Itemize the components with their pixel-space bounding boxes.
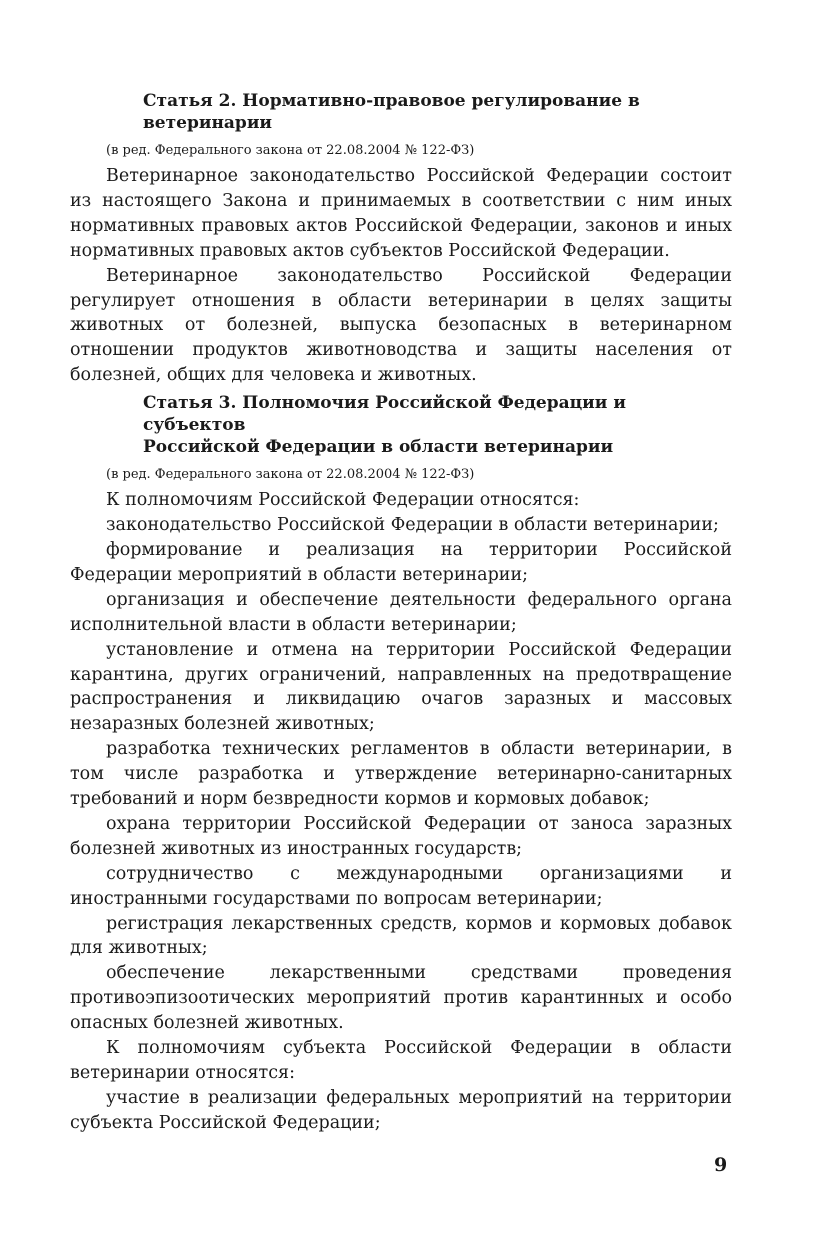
article-3-heading-line-2: Российской Федерации в области ветеринарии [143, 437, 614, 458]
article-2-paragraph: Ветеринарное законодательство Российской Федерации состоит из настоящего Закона и принимаемых в соответствии с ним иных нормативных правовых актов Российской Федерации, законов и иных нормативных правовых актов субъектов Российской Федерации. [70, 166, 732, 261]
article-3-heading [70, 392, 732, 458]
page-number: 9 [714, 1154, 728, 1176]
article-3-paragraph: формирование и реализация на территории Российской Федерации мероприятий в области ветеринарии; [70, 539, 732, 585]
article-3-paragraph: разработка технических регламентов в области ветеринарии, в том числе разработка и утверждение ветеринарно-санитарных требований и норм безвредности кормов и кормовых добавок; [70, 739, 732, 810]
article-3-paragraph: законодательство Российской Федерации в области ветеринарии; [106, 515, 719, 536]
article-3-paragraph: К полномочиям субъекта Российской Федерации в области ветеринарии относятся: [70, 1038, 732, 1083]
article-3-paragraph: регистрация лекарственных средств, кормов и кормовых добавок для животных; [70, 913, 732, 959]
article-3-paragraph: участие в реализации федеральных мероприятий на территории субъекта Российской Федерации; [70, 1087, 732, 1133]
article-3-paragraph: обеспечение лекарственными средствами проведения противоэпизоотических мероприятий против карантинных и особо опасных болезней животных. [70, 963, 732, 1034]
article-2-heading: Статья 2. Нормативно-правовое регулирование в ветеринарии [143, 91, 640, 133]
article-3-paragraph: сотрудничество с международными организациями и иностранными государствами по вопросам ветеринарии; [70, 863, 732, 909]
article-3-paragraph: К полномочиям Российской Федерации относятся: [106, 490, 580, 511]
page-body [70, 90, 732, 1136]
article-3-paragraph: организация и обеспечение деятельности федерального органа исполнительной власти в области ветеринарии; [70, 589, 732, 635]
article-2-paragraph: Ветеринарное законодательство Российской Федерации регулирует отношения в области ветеринарии в целях защиты животных от болезней, выпуска безопасных в ветеринарном отношении продуктов животноводства и защиты населения от болезней, общих для человека и животных. [70, 265, 732, 386]
article-3-edition-note: (в ред. Федерального закона от 22.08.2004 № 122-ФЗ) [106, 467, 475, 483]
article-3-heading-line-1: Статья 3. Полномочия Российской Федерации и субъектов [143, 393, 626, 436]
article-3-paragraph: установление и отмена на территории Российской Федерации карантина, других ограничений, направленных на предотвращение распространения и ликвидацию очагов заразных и массовых незаразных болезней животных; [70, 639, 732, 735]
article-3-paragraph: охрана территории Российской Федерации от заноса заразных болезней животных из иностранных государств; [70, 813, 732, 859]
article-2-edition-note: (в ред. Федерального закона от 22.08.2004 № 122-ФЗ) [106, 143, 475, 158]
